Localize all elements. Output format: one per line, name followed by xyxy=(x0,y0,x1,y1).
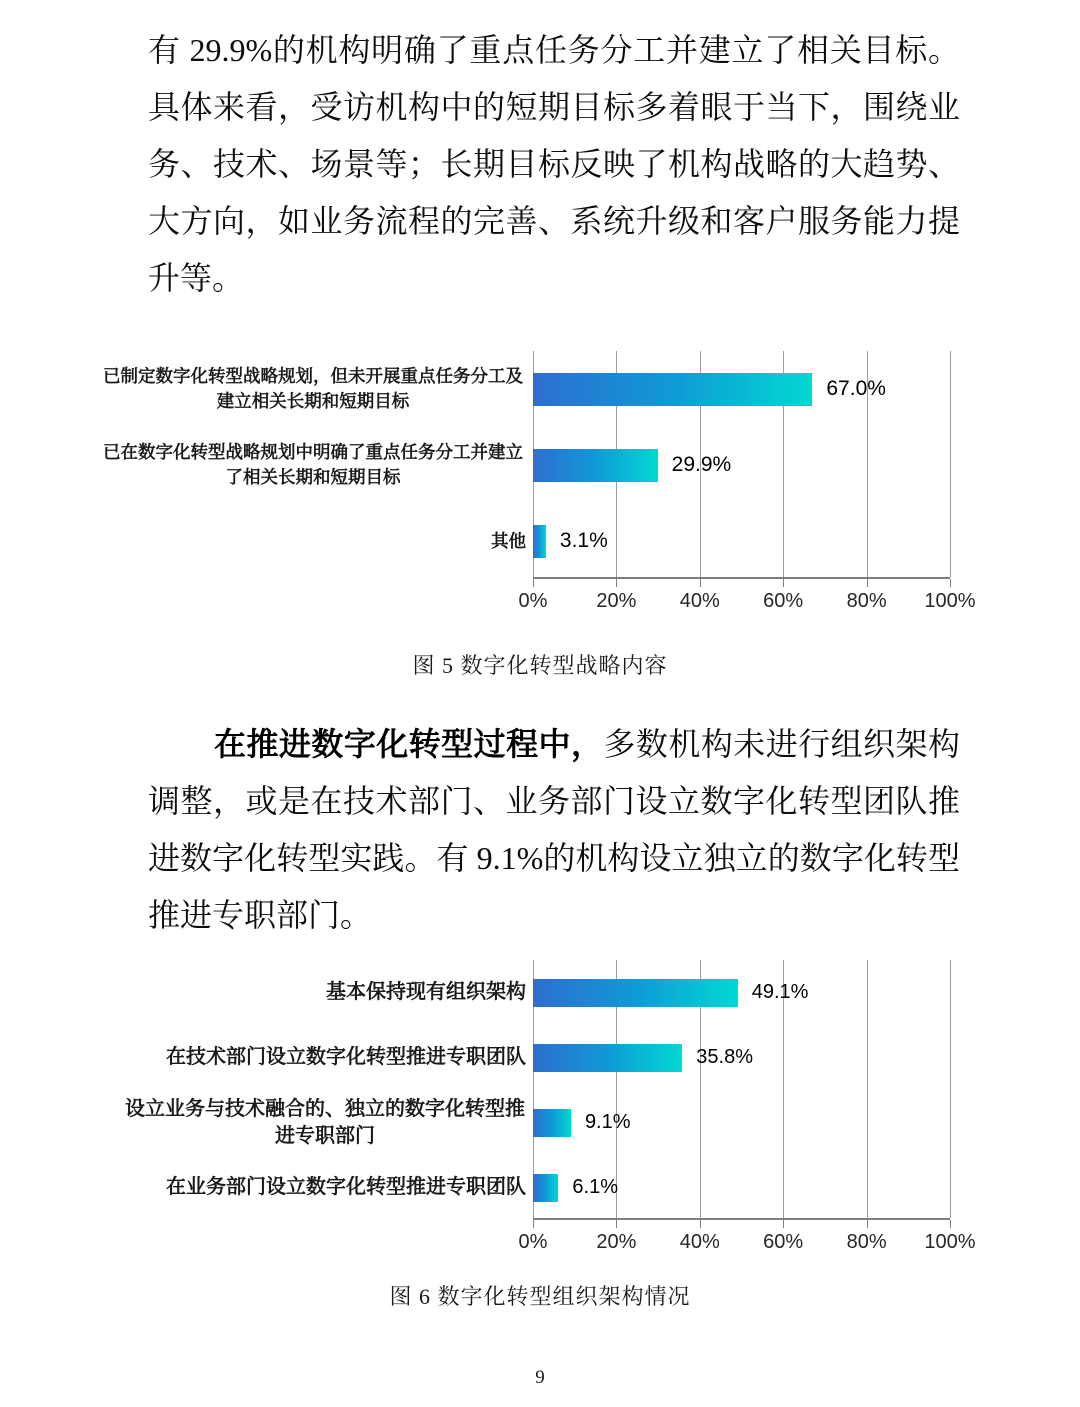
category-label xyxy=(100,503,526,579)
category-label xyxy=(100,1155,526,1220)
axis-tick-label: 60% xyxy=(763,590,804,612)
category-label-text: 设立业务与技术融合的、独立的数字化转型推进专职部门 xyxy=(125,1097,525,1147)
plot-area xyxy=(533,351,950,579)
category-label xyxy=(100,1025,526,1090)
bar xyxy=(533,373,812,406)
bar-row xyxy=(533,427,950,503)
x-axis xyxy=(518,1220,976,1268)
bar-row xyxy=(533,960,950,1025)
axis-tick xyxy=(533,1220,534,1228)
axis-tick xyxy=(616,1220,617,1228)
bar xyxy=(533,1174,558,1202)
figure6-caption: 图 6 数字化转型组织架构情况 xyxy=(389,1284,691,1309)
figure5-category-labels xyxy=(100,351,526,579)
category-label-text: 在业务部门设立数字化转型推进专职团队 xyxy=(166,1176,526,1198)
category-label-text: 已制定数字化转型战略规划，但未开展重点任务分工及建立相关长期和短期目标 xyxy=(103,366,523,411)
category-label xyxy=(100,1090,526,1155)
axis-tick xyxy=(700,579,701,587)
bar-value-label: 6.1% xyxy=(572,1176,619,1198)
page-number: 9 xyxy=(535,1367,545,1388)
bar-row xyxy=(533,1090,950,1155)
axis-tick-label: 0% xyxy=(518,590,548,612)
plot-area xyxy=(533,960,950,1220)
bar-value-label: 35.8% xyxy=(696,1046,753,1068)
gridline xyxy=(950,351,951,577)
axis-tick-label: 20% xyxy=(596,590,637,612)
axis-tick xyxy=(783,579,784,587)
category-label-text: 已在数字化转型战略规划中明确了重点任务分工并建立了相关长期和短期目标 xyxy=(103,442,523,487)
axis-tick xyxy=(700,1220,701,1228)
bar-value-label: 67.0% xyxy=(826,377,886,400)
bar-row xyxy=(533,351,950,427)
figure5-chart xyxy=(100,351,1080,627)
axis-tick-label: 20% xyxy=(596,1231,637,1253)
axis-tick xyxy=(950,579,951,587)
bar xyxy=(533,449,658,482)
category-label xyxy=(100,427,526,503)
bar-value-label: 3.1% xyxy=(559,529,608,552)
bar xyxy=(533,525,546,558)
x-axis xyxy=(518,579,976,627)
category-label xyxy=(100,351,526,427)
axis-tick-label: 0% xyxy=(518,1231,548,1253)
axis-tick-label: 60% xyxy=(763,1231,804,1253)
figure6-plot-column xyxy=(518,960,976,1268)
bar-row xyxy=(533,503,950,579)
figure6-category-labels xyxy=(100,960,526,1220)
axis-tick-label: 40% xyxy=(679,1231,720,1253)
figure6-chart xyxy=(100,960,1080,1268)
axis-tick xyxy=(616,579,617,587)
body-paragraph-1: 有 29.9%的机构明确了重点任务分工并建立了相关目标。具体来看，受访机构中的短期目标多着眼于当下，围绕业务、技术、场景等；长期目标反映了机构战略的大趋势、大方向，如业务流程的完善、系统升级和客户服务能力提升等。 xyxy=(148,32,960,296)
bar xyxy=(533,1044,682,1072)
paragraph-bold-lead: 在推进数字化转型过程中， xyxy=(214,726,604,762)
bar xyxy=(533,979,738,1007)
category-label-text: 其他 xyxy=(491,530,526,551)
axis-tick-label: 80% xyxy=(846,590,887,612)
axis-tick xyxy=(783,1220,784,1228)
category-label-text: 基本保持现有组织架构 xyxy=(326,981,526,1003)
axis-tick-label: 100% xyxy=(924,590,976,612)
axis-tick xyxy=(950,1220,951,1228)
bar-value-label: 49.1% xyxy=(751,981,809,1003)
bar xyxy=(533,1109,571,1137)
axis-tick-label: 40% xyxy=(679,590,720,612)
category-label-text: 在技术部门设立数字化转型推进专职团队 xyxy=(166,1046,526,1068)
bar-value-label: 9.1% xyxy=(584,1111,631,1133)
gridline xyxy=(950,960,951,1218)
bar-value-label: 29.9% xyxy=(671,453,732,476)
figure5-caption: 图 5 数字化转型战略内容 xyxy=(412,653,668,678)
axis-tick xyxy=(533,579,534,587)
category-label xyxy=(100,960,526,1025)
axis-tick xyxy=(867,1220,868,1228)
axis-tick-label: 100% xyxy=(924,1231,976,1253)
bar-row xyxy=(533,1155,950,1220)
figure5-plot-column xyxy=(518,351,976,627)
bar-row xyxy=(533,1025,950,1090)
axis-tick xyxy=(867,579,868,587)
paragraph-text: 多数机构未进行组织架构调整，或是在技术部门、业务部门设立数字化转型团队推进数字化转型实践。有 9.1%的机构设立独立的数字化转型推进专职部门。 xyxy=(148,726,960,933)
body-paragraph-2 xyxy=(148,716,960,944)
axis-tick-label: 80% xyxy=(846,1231,887,1253)
